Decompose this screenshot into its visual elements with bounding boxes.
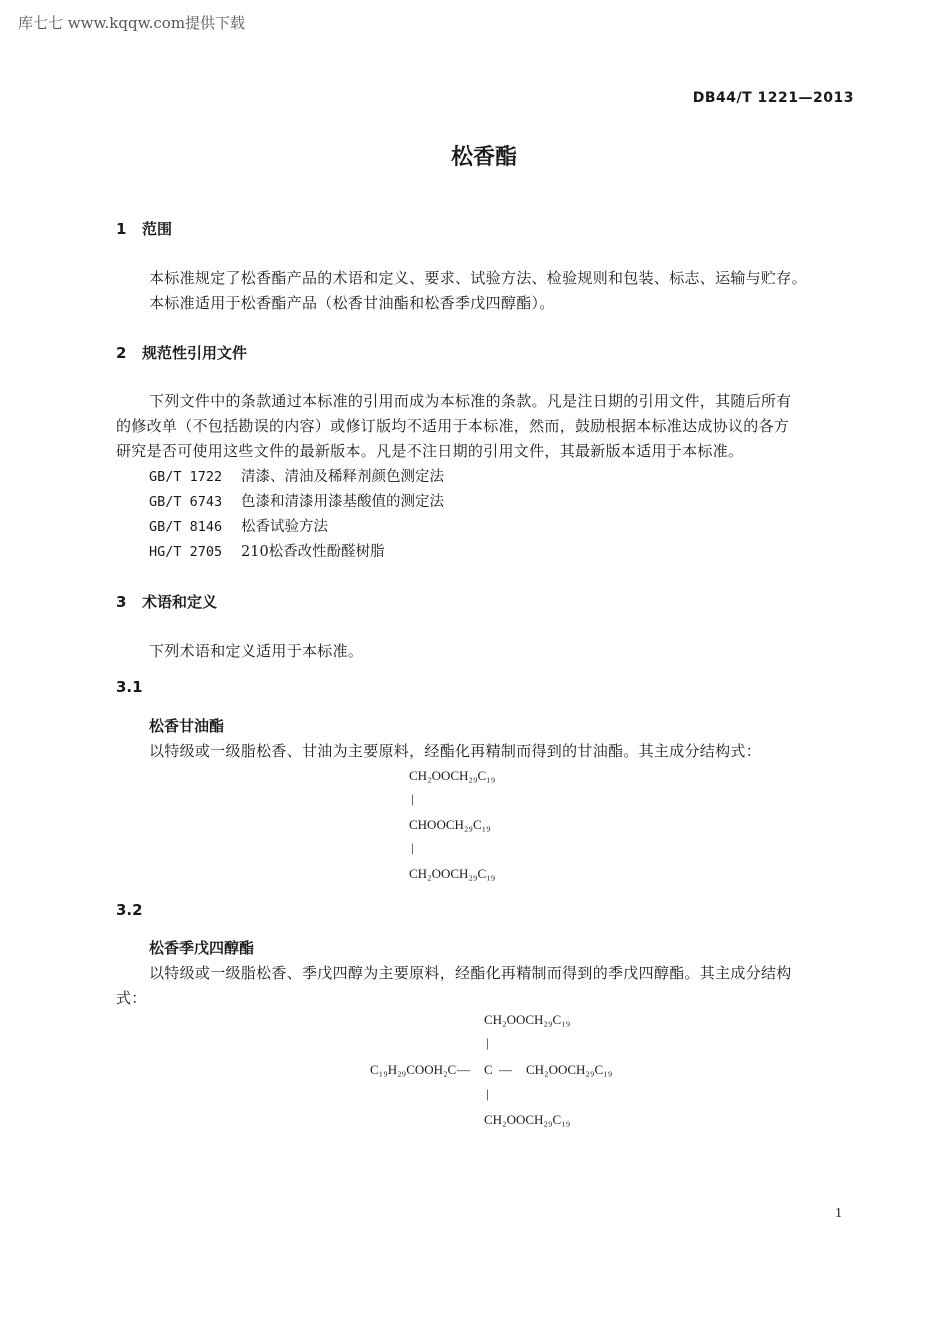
bond-dash: —	[457, 1062, 470, 1077]
reference-item	[149, 515, 328, 536]
page-title: 松香酯	[450, 145, 517, 170]
reference-item	[149, 540, 385, 561]
paragraph-line: 下列文件中的条款通过本标准的引用而成为本标准的条款。凡是注日期的引用文件，其随后所有	[149, 392, 792, 410]
section-title: 规范性引用文件	[142, 344, 248, 362]
term-definition: 以特级或一级脂松香、甘油为主要原料，经酯化再精制而得到的甘油酯。其主成分结构式：	[149, 742, 762, 760]
section-2-heading	[116, 342, 247, 363]
reference-title: 清漆、清油及稀释剂颜色测定法	[241, 469, 444, 485]
reference-code: HG/T 2705	[149, 544, 223, 560]
document-number: DB44/T 1221—2013	[692, 90, 854, 106]
formula-row: CHOOCH₂₉C₁₉	[409, 817, 491, 832]
term-title: 松香甘油酯	[149, 717, 225, 735]
reference-title: 210松香改性酚醛树脂	[241, 544, 385, 560]
term-definition: 式：	[116, 989, 147, 1007]
term-definition: 以特级或一级脂松香、季戊四醇为主要原料，经酯化再精制而得到的季戊四醇酯。其主成分结构	[149, 964, 792, 982]
reference-code: GB/T 1722	[149, 469, 223, 485]
bond-dash: —	[499, 1062, 512, 1077]
section-number: 1	[116, 220, 127, 238]
section-number: 3	[116, 593, 127, 611]
section-3-heading	[116, 591, 217, 612]
reference-item	[149, 465, 444, 486]
formula-center: C	[484, 1062, 493, 1077]
paragraph-line: 研究是否可使用这些文件的最新版本。凡是不注日期的引用文件，其最新版本适用于本标准。	[116, 442, 744, 460]
watermark: 库七七 www.kqqw.com提供下载	[18, 14, 246, 32]
bond-line: |	[411, 840, 414, 855]
clause-number: 3.2	[116, 901, 143, 919]
reference-title: 松香试验方法	[241, 519, 328, 535]
formula-right: CH₂OOCH₂₉C₁₉	[526, 1062, 613, 1077]
bond-line: |	[411, 791, 414, 806]
bond-line: |	[486, 1035, 489, 1050]
reference-item	[149, 490, 444, 511]
term-title: 松香季戊四醇酯	[149, 939, 255, 957]
formula-bottom: CH₂OOCH₂₉C₁₉	[484, 1112, 571, 1127]
section-title: 术语和定义	[142, 593, 218, 611]
paragraph-line: 的修改单（不包括勘误的内容）或修订版均不适用于本标准，然而，鼓励根据本标准达成协议的各方	[116, 417, 790, 435]
paragraph: 本标准适用于松香酯产品（松香甘油酯和松香季戊四醇酯）。	[149, 294, 555, 312]
section-1-heading	[116, 218, 172, 239]
bond-line: |	[486, 1086, 489, 1101]
formula-top: CH₂OOCH₂₉C₁₉	[484, 1012, 571, 1027]
section-title: 范围	[142, 220, 173, 238]
clause-number: 3.1	[116, 678, 143, 696]
formula-row: CH₂OOCH₂₉C₁₉	[409, 768, 496, 783]
page-number: 1	[835, 1206, 842, 1221]
formula-row: CH₂OOCH₂₉C₁₉	[409, 866, 496, 881]
section-number: 2	[116, 344, 127, 362]
paragraph: 本标准规定了松香酯产品的术语和定义、要求、试验方法、检验规则和包装、标志、运输与贮存。	[149, 269, 807, 287]
reference-title: 色漆和清漆用漆基酸值的测定法	[241, 494, 444, 510]
formula-left: C₁₉H₂₉COOH₂C	[370, 1062, 457, 1077]
paragraph: 下列术语和定义适用于本标准。	[149, 642, 364, 660]
reference-code: GB/T 8146	[149, 519, 223, 535]
reference-code: GB/T 6743	[149, 494, 223, 510]
